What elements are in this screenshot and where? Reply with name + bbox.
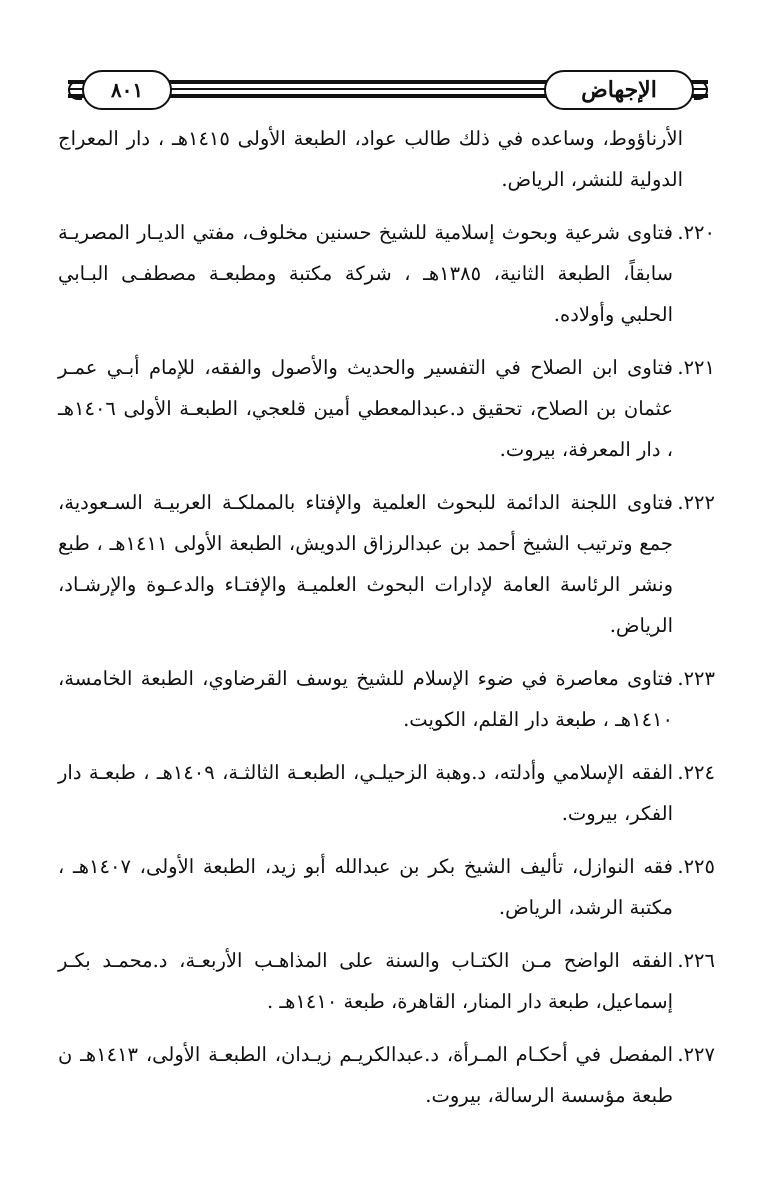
bibliography-entry [58, 752, 715, 834]
entry-number: ٢٢٧ . [673, 1034, 715, 1116]
bibliography-entry [58, 1034, 715, 1116]
bibliography-entry [58, 940, 715, 1022]
bibliography-entry [58, 212, 715, 335]
entry-text: الفقه الإسلامي وأدلته، د.وهبة الزحيلـي، الطبعـة الثالثـة، ١٤٠٩هـ ، طبعـة دار الفكر، بيروت. [58, 761, 673, 825]
entry-number: ٢٢٤ . [673, 752, 715, 834]
entry-number: ٢٢٣ . [673, 658, 715, 740]
entry-text: فتاوى ابن الصلاح في التفسير والحديث والأصول والفقه، للإمام أبـي عمـر عثمان بن الصلاح، تحقيق د.عبدالمعطي أمين قلعجي، الطبعـة الأولى ١٤٠٦هـ ، دار المعرفة، بيروت. [58, 356, 673, 461]
bibliography-list [58, 118, 715, 1128]
entry-text: فتاوى اللجنة الدائمة للبحوث العلمية والإفتاء بالمملكـة العربيـة السـعودية، جمع وترتيب الشيخ أحمد بن عبدالرزاق الدويش، الطبعة الأولى ١٤١١هـ ، طبع ونشر الرئاسة العامة لإدارات البحوث العلميـة والإفتـاء والدعـوة والإرشـاد، الرياض. [58, 491, 673, 637]
entry-number: ٢٢٦ . [673, 940, 715, 1022]
entry-text: الفقه الواضح مـن الكتـاب والسنة على المذاهـب الأربعـة، د.محمـد بكـر إسماعيل، طبعة دار المنار، القاهرة، طبعة ١٤١٠هـ . [58, 949, 673, 1013]
page-header [68, 66, 708, 120]
entry-number: ٢٢٠ . [673, 212, 715, 335]
bibliography-entry [58, 658, 715, 740]
header-cap-left [68, 80, 82, 100]
bibliography-entry [58, 846, 715, 928]
entry-text: فتاوى شرعية وبحوث إسلامية للشيخ حسنين مخلوف، مفتي الديـار المصريـة سابقاً، الطبعة الثانية، ١٣٨٥هـ ، شركة مكتبة ومطبعـة مصطفـى البـابي الحلبي وأولاده. [58, 221, 673, 326]
bibliography-entry [58, 482, 715, 646]
entry-number: ٢٢١ . [673, 347, 715, 470]
entry-number: ٢٢٥ . [673, 846, 715, 928]
chapter-title: الإجهاض [544, 70, 694, 110]
continuation-paragraph: الأرناؤوط، وساعده في ذلك طالب عواد، الطبعة الأولى ١٤١٥هـ ، دار المعراج الدولية للنشر، الرياض. [58, 127, 683, 191]
entry-text: فتاوى معاصرة في ضوء الإسلام للشيخ يوسف القرضاوي، الطبعة الخامسة، ١٤١٠هـ ، طبعة دار القلم، الكويت. [58, 667, 673, 731]
bibliography-entry [58, 347, 715, 470]
page-number: ٨٠١ [82, 70, 172, 110]
entry-text: فقه النوازل، تأليف الشيخ بكر بن عبدالله أبو زيد، الطبعة الأولى، ١٤٠٧هـ ، مكتبة الرشد، الرياض. [58, 855, 673, 919]
entry-text: المفصل في أحكـام المـرأة، د.عبدالكريـم زيـدان، الطبعـة الأولى، ١٤١٣هـ ن طبعة مؤسسة الرسالة، بيروت. [58, 1043, 673, 1107]
entry-number: ٢٢٢ . [673, 482, 715, 646]
